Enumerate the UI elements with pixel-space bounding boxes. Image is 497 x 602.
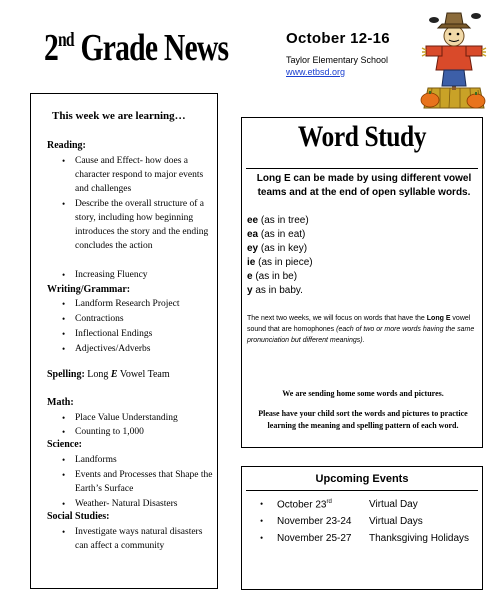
word-study-title: Word Study [297, 120, 427, 153]
vowel-team-item: y as in baby. [247, 285, 303, 296]
list-item: • Events and Processes that Shape the Earth’s Surface [75, 468, 215, 496]
event-name: Virtual Day [369, 499, 418, 510]
list-item: • Increasing Fluency [75, 268, 215, 282]
bullet-icon: • [260, 499, 264, 509]
list-item: • Landform Research Project [75, 297, 215, 311]
school-name: Taylor Elementary School [286, 55, 389, 65]
school-website-link[interactable]: www.etbsd.org [286, 67, 346, 77]
vowel-team-item: e (as in be) [247, 271, 298, 282]
list-item: • Landforms [75, 453, 215, 467]
sorting-instructions: Please have your child sort the words and pictures to practice learning the meaning and spelling pattern of each word. [258, 409, 468, 430]
list-item: • Investigate ways natural disasters can affect a community [75, 525, 215, 553]
bullet-icon: • [260, 516, 264, 526]
list-item: • Place Value Understanding [75, 411, 215, 425]
vowel-team-item: ie (as in piece) [247, 257, 313, 268]
scarecrow-clipart-icon [418, 8, 490, 112]
reading-heading: Reading: [47, 140, 86, 151]
social-studies-heading: Social Studies: [47, 511, 110, 522]
divider [246, 490, 478, 491]
science-heading: Science: [47, 439, 82, 450]
list-item: • Adjectives/Adverbs [75, 342, 215, 356]
word-study-intro: Long E can be made by using different vowel teams and at the end of open syllable words. [256, 173, 472, 198]
vowel-team-item: ea (as in eat) [247, 229, 306, 240]
list-item: • Counting to 1,000 [75, 425, 215, 439]
list-item: • Describe the overall structure of a story, including how beginning introduces the story and the ending concludes the action [75, 197, 215, 253]
vowel-team-item: ey (as in key) [247, 243, 308, 254]
event-date: October 23rd [277, 499, 332, 511]
homophones-paragraph: The next two weeks, we will focus on words that have the Long E vowel sound that are homophones (each of two or more words having the same pronunciation but different meanings). [247, 315, 475, 344]
event-date: November 23-24 [277, 516, 352, 527]
event-date: November 25-27 [277, 533, 352, 544]
upcoming-events-title: Upcoming Events [315, 473, 409, 485]
vowel-team-item: ee (as in tree) [247, 215, 309, 226]
learning-heading: This week we are learning… [52, 110, 186, 122]
week-date: October 12-16 [286, 30, 390, 47]
bullet-icon: • [260, 533, 264, 543]
divider [246, 168, 478, 169]
writing-heading: Writing/Grammar: [47, 284, 131, 295]
sending-home-note: We are sending home some words and pictures. [282, 389, 444, 398]
list-item: • Weather- Natural Disasters [75, 497, 215, 511]
event-name: Virtual Days [369, 516, 423, 527]
list-item: • Cause and Effect- how does a character respond to major events and challenges [75, 154, 215, 196]
math-heading: Math: [47, 397, 74, 408]
word-study-panel [241, 117, 483, 448]
list-item: • Inflectional Endings [75, 327, 215, 341]
newsletter-title: 2nd Grade News [44, 27, 229, 69]
spelling-line: Spelling: Long E Vowel Team [47, 369, 170, 380]
event-name: Thanksgiving Holidays [369, 533, 470, 544]
list-item: • Contractions [75, 312, 215, 326]
